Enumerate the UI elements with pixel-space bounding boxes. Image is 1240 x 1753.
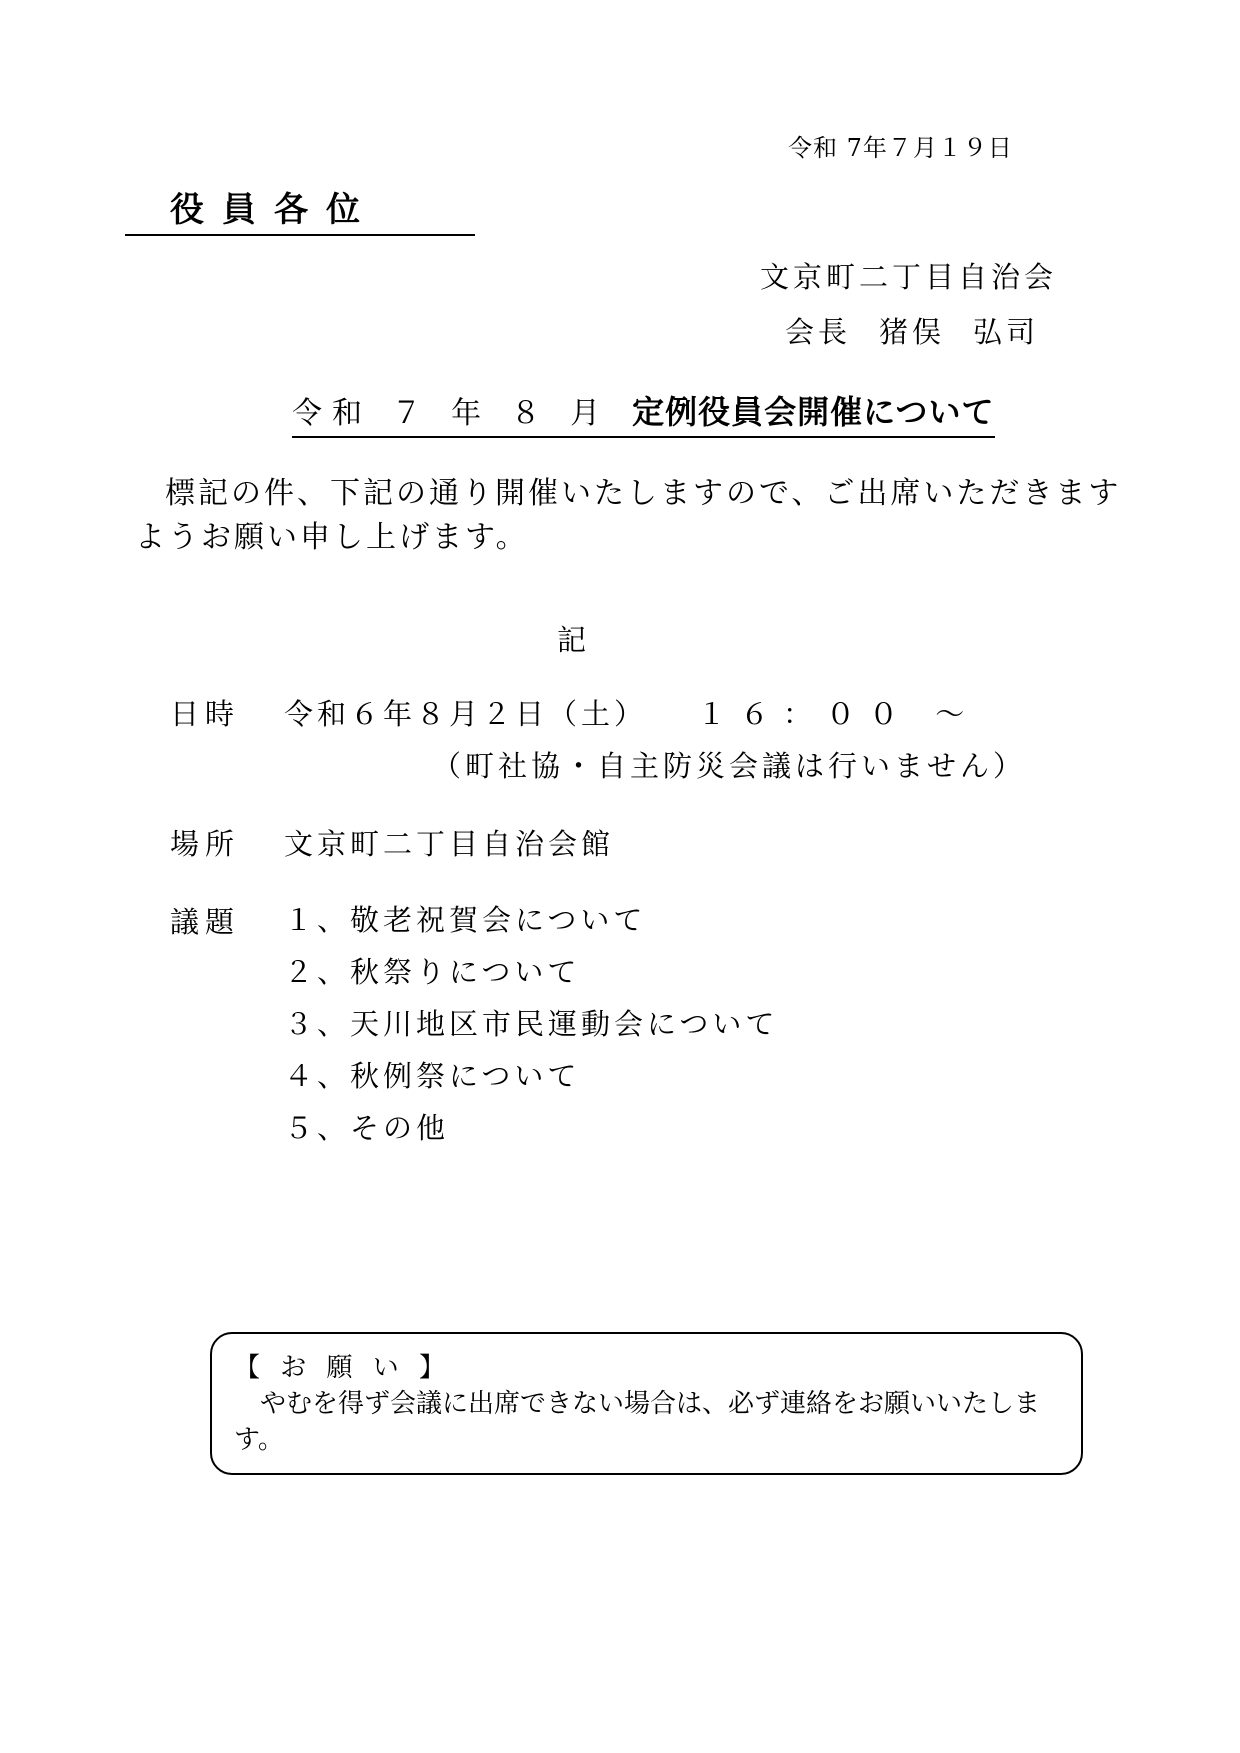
meeting-time: １６：００ ～ [697, 697, 979, 731]
datetime-note: （町社協・自主防災会議は行いません） [432, 749, 1027, 783]
body-paragraph: 標記の件、下記の通り開催いたしますので、ご出席いただきますようお願い申し上げます。 [135, 476, 1122, 555]
datetime-value [284, 692, 978, 733]
sender-name [785, 310, 1039, 351]
title-date: 令和 ７ 年 ８ 月 [292, 396, 611, 431]
meeting-date: 令和６年８月２日（土） [284, 697, 648, 731]
ki-heading: 記 [557, 623, 587, 657]
document-date: 令和 7年７月１９日 [788, 134, 1013, 162]
notice-heading: 【 お 願 い 】 [234, 1353, 452, 1383]
place-label: 場所 [170, 827, 241, 861]
sender-surname: 猪俣 [879, 315, 946, 349]
agenda-label: 議題 [170, 905, 241, 939]
notice-box [210, 1332, 1083, 1475]
agenda-item: １、敬老祝賀会について [284, 903, 647, 937]
sender-organization: 文京町二丁目自治会 [760, 260, 1058, 294]
agenda-item: ４、秋例祭について [284, 1059, 581, 1093]
agenda-list [284, 900, 778, 1160]
datetime-label: 日時 [170, 697, 241, 731]
title-main: 定例役員会開催について [632, 393, 995, 431]
notice-text: やむを得ず会議に出席できない場合は、必ず連絡をお願いいたします。 [234, 1389, 1041, 1455]
agenda-item: ３、天川地区市民運動会について [284, 1007, 779, 1041]
sender-given-name: 弘司 [973, 315, 1040, 349]
document-title [292, 392, 995, 438]
addressee: 役員各位 [125, 186, 475, 236]
sender-title: 会長 [785, 315, 852, 349]
agenda-item: ２、秋祭りについて [284, 955, 581, 989]
agenda-item: ５、その他 [284, 1111, 450, 1145]
place-value: 文京町二丁目自治会館 [284, 827, 615, 861]
